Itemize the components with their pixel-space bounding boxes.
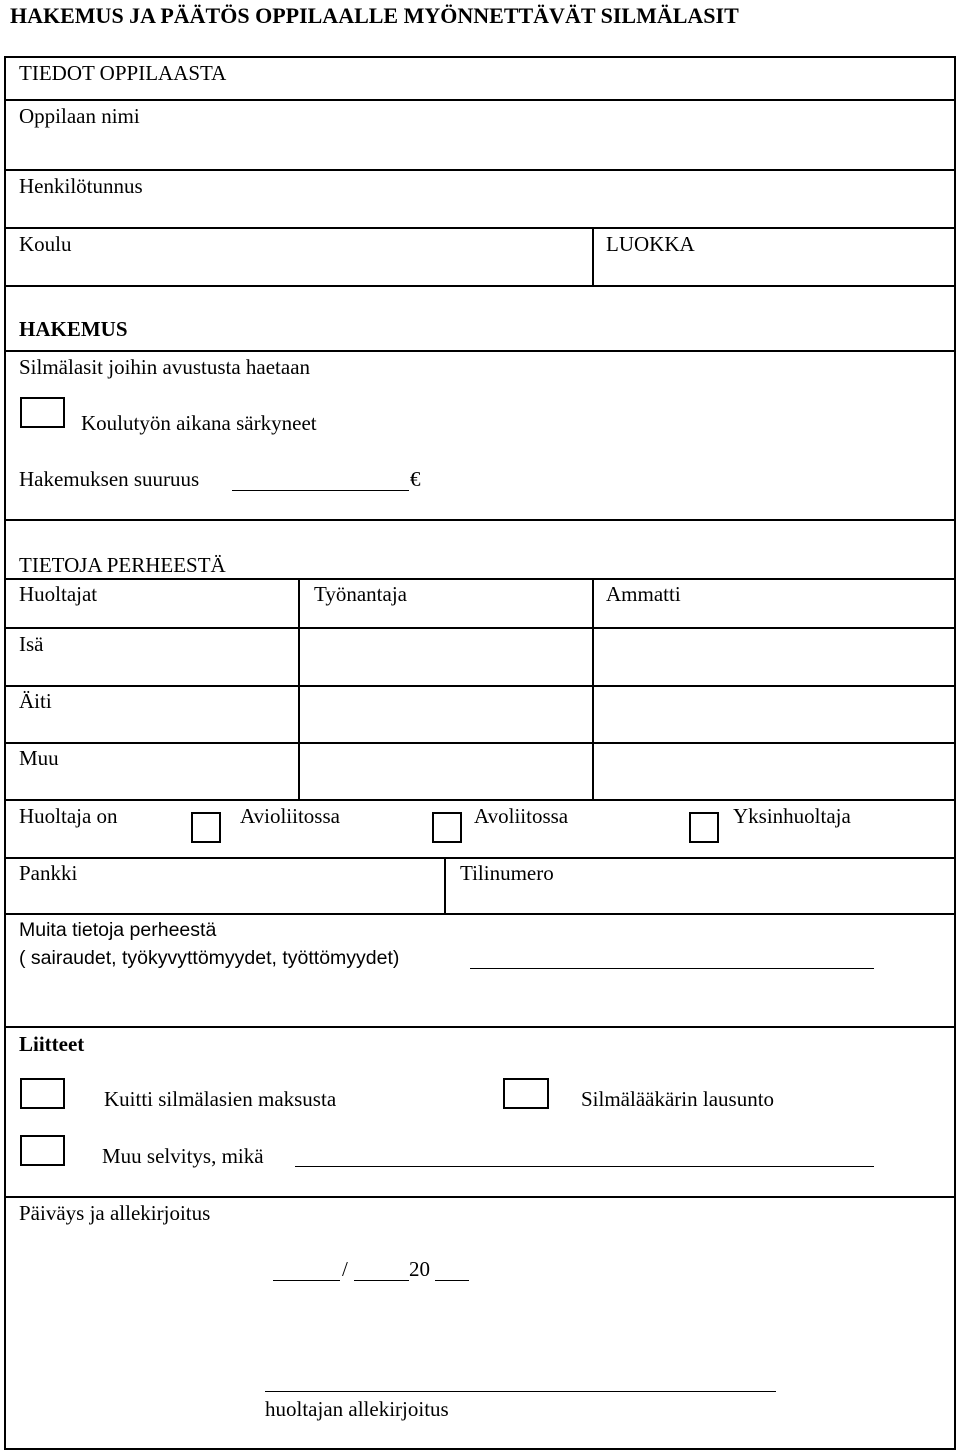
column-divider <box>298 578 300 799</box>
student-section-heading: TIEDOT OPPILAASTA <box>19 61 227 85</box>
amount-label: Hakemuksen suuruus <box>19 467 200 491</box>
divider <box>4 857 956 859</box>
application-heading: HAKEMUS <box>19 317 128 341</box>
single-parent-option-label: Yksinhuoltaja <box>733 804 851 828</box>
other-guardian-row-label: Muu <box>19 746 59 770</box>
divider <box>4 578 956 580</box>
student-id-label: Henkilötunnus <box>19 174 143 198</box>
guardian-status-label: Huoltaja on <box>19 804 118 828</box>
divider <box>4 99 956 101</box>
cohabiting-checkbox[interactable] <box>432 812 462 843</box>
column-divider <box>592 227 594 285</box>
receipt-checkbox[interactable] <box>20 1078 65 1109</box>
other-family-info-field[interactable] <box>470 968 874 969</box>
divider <box>4 285 956 287</box>
page-title: HAKEMUS JA PÄÄTÖS OPPILAALLE MYÖNNETTÄVÄT SILMÄLASIT <box>10 3 739 28</box>
other-attachment-field[interactable] <box>295 1166 874 1167</box>
column-divider <box>592 578 594 799</box>
divider <box>4 1196 956 1198</box>
other-family-info-hint: ( sairaudet, työkyvyttömyydet, työttömyydet) <box>19 947 400 969</box>
divider <box>4 913 956 915</box>
broken-option-label: Koulutyön aikana särkyneet <box>81 411 317 435</box>
signature-field[interactable] <box>265 1391 776 1392</box>
other-attachment-checkbox[interactable] <box>20 1135 65 1166</box>
married-option-label: Avioliitossa <box>240 804 340 828</box>
date-month-field[interactable] <box>354 1280 409 1281</box>
signature-section-heading: Päiväys ja allekirjoitus <box>19 1201 211 1225</box>
currency-symbol: € <box>410 467 421 491</box>
eye-doctor-statement-label: Silmälääkärin lausunto <box>581 1087 775 1111</box>
date-separator: / <box>342 1257 348 1281</box>
divider <box>4 519 956 521</box>
mother-row-label: Äiti <box>19 689 52 713</box>
school-label: Koulu <box>19 232 72 256</box>
class-label: LUOKKA <box>606 232 695 256</box>
date-year-field[interactable] <box>435 1280 469 1281</box>
family-section-heading: TIETOJA PERHEESTÄ <box>19 553 226 577</box>
divider <box>4 227 956 229</box>
divider <box>4 627 956 629</box>
other-attachment-label: Muu selvitys, mikä <box>102 1144 264 1168</box>
column-divider <box>444 857 446 913</box>
broken-checkbox[interactable] <box>20 397 65 428</box>
other-family-info-label: Muita tietoja perheestä <box>19 919 217 941</box>
father-row-label: Isä <box>19 632 44 656</box>
divider <box>4 169 956 171</box>
student-name-label: Oppilaan nimi <box>19 104 140 128</box>
cohabiting-option-label: Avoliitossa <box>474 804 569 828</box>
receipt-option-label: Kuitti silmälasien maksusta <box>104 1087 337 1111</box>
employer-column-header: Työnantaja <box>314 582 407 606</box>
account-number-label: Tilinumero <box>460 861 554 885</box>
amount-field[interactable] <box>232 490 409 491</box>
single-parent-checkbox[interactable] <box>689 812 719 843</box>
divider <box>4 742 956 744</box>
divider <box>4 1026 956 1028</box>
attachments-heading: Liitteet <box>19 1032 85 1056</box>
divider <box>4 685 956 687</box>
bank-label: Pankki <box>19 861 78 885</box>
divider <box>4 350 956 352</box>
guardians-column-header: Huoltajat <box>19 582 98 606</box>
date-day-field[interactable] <box>273 1280 340 1281</box>
signature-caption: huoltajan allekirjoitus <box>265 1397 449 1421</box>
occupation-column-header: Ammatti <box>606 582 681 606</box>
glasses-label: Silmälasit joihin avustusta haetaan <box>19 355 311 379</box>
divider <box>4 799 956 801</box>
date-year-prefix: 20 <box>409 1257 430 1281</box>
married-checkbox[interactable] <box>191 812 221 843</box>
form-frame <box>4 56 956 1450</box>
eye-doctor-statement-checkbox[interactable] <box>503 1078 549 1109</box>
